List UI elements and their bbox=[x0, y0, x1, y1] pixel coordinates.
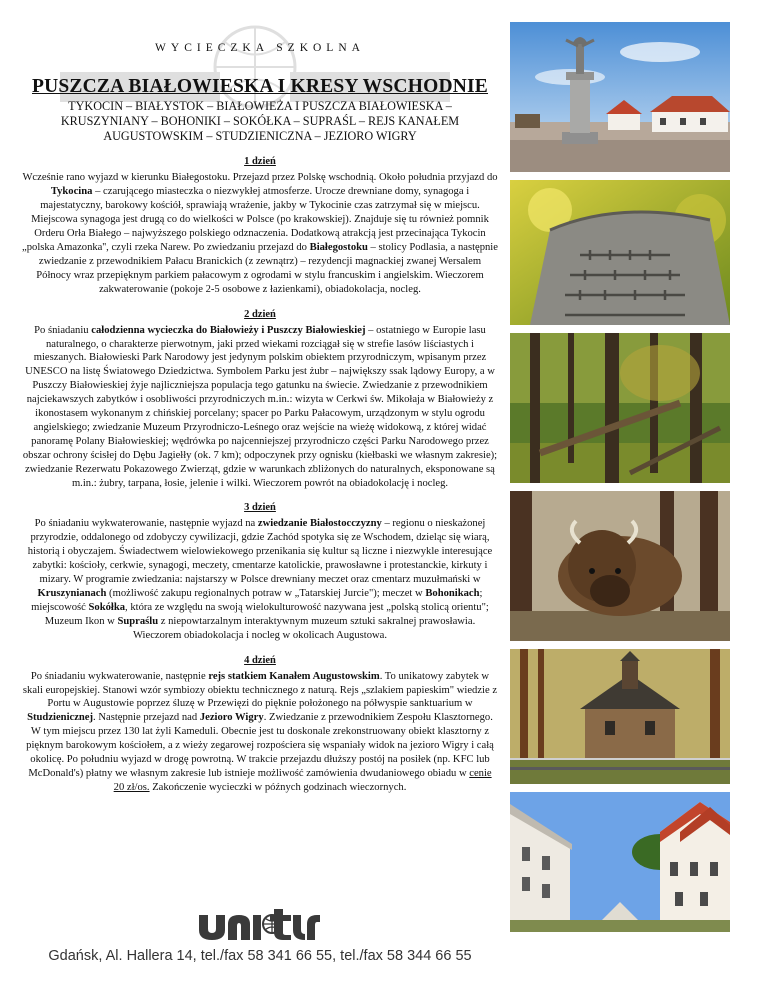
tykocin-monument-photo bbox=[510, 22, 730, 172]
highlighted-place: całodzienna wycieczka do Białowieży i Puszczy Białowieskiej bbox=[91, 324, 366, 336]
wigry-monastery-photo bbox=[510, 792, 730, 932]
tour-title: PUSZCZA BIAŁOWIESKA I KRESY WSCHODNIE bbox=[31, 76, 489, 97]
bialowieza-forest-photo bbox=[510, 333, 730, 483]
wooden-church-photo bbox=[510, 649, 730, 784]
photo-column bbox=[510, 22, 730, 940]
synagogue-stone-photo bbox=[510, 180, 730, 325]
text-run: (możliwość zakupu regionalnych potraw w „Tatarskiej Jurcie"); meczet w bbox=[106, 588, 426, 599]
day-text bbox=[22, 670, 498, 795]
text-run: . To unikatowy zabytek w skali europejskiej. Stanowi wzór symbiozy obiektu technicznego z naturą. Rejs „szlakiem papieskim" wiedzie z Portu w Augustowie poprzez śluzę w Przewięzi do pięknie położonego na półwyspie sanktuarium w bbox=[22, 670, 498, 710]
day-section bbox=[22, 655, 498, 795]
highlighted-place: zwiedzanie Białostocczyzny bbox=[257, 518, 382, 530]
bison-photo bbox=[510, 491, 730, 641]
highlighted-place: Bohonikach bbox=[425, 588, 480, 599]
agency-address-footer: Gdańsk, Al. Hallera 14, tel./fax 58 341 66 55, tel./fax 58 344 66 55 bbox=[48, 948, 472, 964]
tour-kicker: WYCIECZKA SZKOLNA bbox=[155, 42, 365, 54]
price-note: cenie 20 zł/os. bbox=[113, 767, 492, 793]
highlighted-place: Supraślu bbox=[117, 615, 159, 627]
day-text bbox=[22, 517, 498, 642]
text-run: Zakończenie wycieczki w późnych godzinach wieczornych. bbox=[149, 781, 407, 793]
text-run: Wcześnie rano wyjazd w kierunku Białegostoku. Przejazd przez Polskę wschodnią. Około południa przyjazd do bbox=[22, 172, 498, 184]
tour-route: TYKOCIN – BIAŁYSTOK – BIAŁOWIEŻA I PUSZCZA BIAŁOWIESKA – KRUSZYNIANY – BOHONIKI – SOKÓŁKA – SUPRAŚL – REJS KANAŁEM AUGUSTOWSKIM – STUDZIENICZNA – JEZIORO WIGRY bbox=[60, 99, 460, 144]
text-run: . Następnie przejazd nad bbox=[93, 712, 200, 724]
text-run: – ostatniego w Europie lasu naturalnego, o charakterze pierwotnym, jaki przed wiekami rozciągał się w strefie lasów liściastych i mieszanych. Białowieski Park Narodowy jest jedynym polskim obiektem przyrodniczym, wpisanym przez UNESCO na listę Światowego Dziedzictwa. Symbolem Parku jest żubr – największy ssak lądowy Europy, a w Puszczy Białowieskiej żyje najliczniejsza populacja tego gatunku na świecie. Zwiedzanie z przewodnikiem najciekawszych zabytków i osobliwości przyrodniczych m.in.: wizyta w Cerkwi św. Mikołaja w Białowieży z ikonostasem wykonanym z chińskiej porcelany; spacer po Parku Pałacowym, urządzonym w stylu ogrodu angielskiego; zwiedzanie Muzeum Przyrodniczo-Leśnego oraz wejście na wieżę widokową, z której widać panoramę Polany Białowieskiej; wędrówka po najcenniejszej przyrodniczo części Parku Narodowego przez obszar ochrony ścisłej do Dębu Jagiełły (ok. 7 km); odpoczynek przy ognisku (kiełbaski we własnym zakresie); zwiedzanie Rezerwatu Pokazowego Zwierząt, gdzie w warunkach zbliżonych do naturalnych, eksponowane są m.in.: żubry, tarpana, łosie, jelenie i wilki. Wieczorem powrót na obiadokolację i nocleg. bbox=[22, 324, 498, 489]
unitur-logo bbox=[197, 907, 321, 941]
day-text bbox=[22, 324, 498, 491]
text-run: Po śniadaniu bbox=[34, 324, 92, 336]
highlighted-place: rejs statkiem Kanałem Augustowskim bbox=[208, 670, 380, 682]
text-run: – czarującego miasteczka o niezwykłej atmosferze. Urocze drewniane domy, synagoga i majestatyczny, barokowy kościół, sprawiają wrażenie, jakby w Tykocinie czas zatrzymał się w miejscu. Miejscowa synagoga jest drugą co do wielkości w Polsce (po krakowskiej). Znajduje się tu również pomnik Orderu Orła Białego – najwyższego polskiego odznaczenia. Dodatkową atrakcją jest przecinająca Tykocin „polska Amazonka'', czyli rzeka Narew. Po zwiedzaniu przejazd do bbox=[22, 186, 489, 253]
day-section bbox=[22, 309, 498, 491]
highlighted-place: Sokółka bbox=[88, 601, 126, 613]
highlighted-place: Tykocina bbox=[50, 186, 93, 198]
day-heading: 4 dzień bbox=[244, 654, 276, 666]
day-heading: 1 dzień bbox=[244, 156, 276, 168]
text-run: Po śniadaniu wykwaterowanie, następnie bbox=[30, 670, 209, 682]
text-run: z niepowtarzalnym interaktywnym muzeum sztuki sakralnej prawosławia. Wieczorem obiadokolacja i nocleg w okolicach Augustowa. bbox=[132, 615, 476, 641]
highlighted-place: Studzienicznej bbox=[27, 712, 94, 724]
text-run: – regionu o nieskażonej przyrodzie, oddalonego od zdobyczy cywilizacji, gdzie Zachód spotyka się ze Wschodem, dzieląc się wiarą, historią i obyczajem. Świadectwem wielowiekowego przenikania się kultur są liczne i niezwykle interesujące zabytki: kościoły, cerkwie, synagogi, meczety, cmentarze katolickie, prawosławne i protestanckie, kirkuty i mizary. W programie zwiedzania: najstarszy w Polsce drewniany meczet oraz cmentarz muzułmański w bbox=[27, 518, 493, 586]
highlighted-place: Jezioro Wigry bbox=[199, 712, 264, 724]
day-section bbox=[22, 502, 498, 642]
day-section bbox=[22, 156, 498, 296]
text-run: . Zwiedzanie z przewodnikiem Zespołu Klasztornego. W tym miejscu przez 130 lat żyli Kameduli. Obecnie jest tu doskonale zrekonstruowany obiekt klasztorny z pięknym barokowym kościołem, a z wieży zegarowej rozpościera się wspaniały widok na jezioro Wigry i całą okolicę. Po południu wyjazd w drogę powrotną. W trakcie przejazdu dłuższy postój na posiłek (np. KFC lub McDonald's) płatny we własnym zakresie lub istnieje możliwość zamówienia dwudaniowego obiadu w bbox=[26, 712, 494, 779]
text-run: – stolicy Podlasia, a następnie zwiedzanie z przewodnikiem Pałacu Branickich (z zewnątrz) – rezydencji magnackiej zwanej Wersalem Północy wraz przepięknym parkiem pałacowym z ogrodami w stylu francuskim i angielskim. Wieczorem zakwaterowanie (pokoje 2-5 osobowe z łazienkami), obiadokolacja, nocleg. bbox=[36, 241, 498, 295]
text-run: ; miejscowość bbox=[31, 588, 483, 613]
highlighted-place: Białegostoku bbox=[309, 241, 368, 253]
day-text bbox=[22, 171, 498, 296]
day-heading: 3 dzień bbox=[244, 502, 276, 514]
highlighted-place: Kruszynianach bbox=[37, 588, 107, 599]
text-run: , która ze względu na swoją wielokulturowość nazywana jest „polską stolicą orientu"; Muzeum Ikon w bbox=[44, 601, 489, 627]
tour-description-column bbox=[22, 28, 498, 795]
text-run: Po śniadaniu wykwaterowanie, następnie wyjazd na bbox=[34, 518, 258, 530]
day-heading: 2 dzień bbox=[244, 308, 276, 320]
